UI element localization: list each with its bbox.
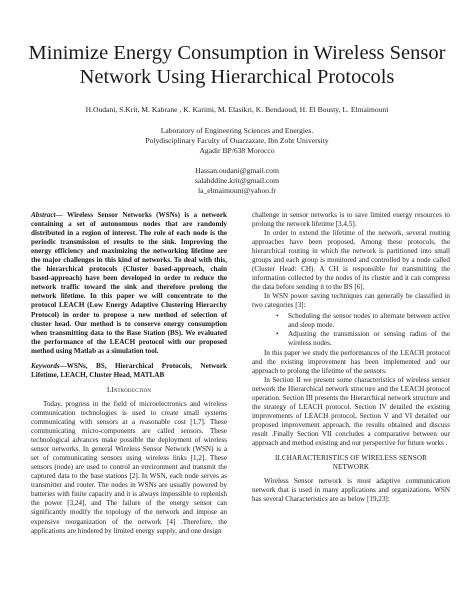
section-heading-introduction: I.Introduction (106, 385, 152, 394)
affiliation-line-3: Agadir BP/638 Morocco (199, 146, 275, 155)
affiliation-line-1: Laboratory of Engineering Sciences and Energies. (160, 126, 314, 135)
bullet-icon: • (276, 311, 279, 320)
title-line-1: Minimize Energy Consumption in Wireless Sensor (28, 42, 446, 64)
keywords-text: WSNs, BS, Hierarchical Protocols, Network Lifetime, LEACH, Cluster Head, MATLAB (31, 361, 227, 379)
abstract-text: Wireless Sensor Networks (WSNs) is a network containing a set of autonomous nodes that are randomly distributed in a region of interest. The role of each node is the periodic transmission of results to the sink. Improving the energy efficiency and maximizing the networking lifetime are the major challenges in this kind of networks. To deal with this, the hierarchical protocols (Cluster based-approach, chain based-approach) have been developed in order to reduce the network traffic toward the sink and therefore prolong the network lifetime. In this paper we will concentrate to the protocol LEACH (Low Energy Adaptive Clustering Hierarchy Protocol) in order to propose a new method of selection of cluster head. Our method is to conserve energy consumption when transmitting data to the Base Station (BS). We evaluated the performance of the LEACH protocol with our proposed method using Matlab as a simulation tool. (31, 211, 227, 355)
author-list: H.Oudani, S.Krit, M. Kabrane , K. Karimi, M. Elasikri, K. Bendaoud, H. El Bousty, L. Elmaimouni (85, 105, 389, 114)
body-paragraph: In Section II we present some characteristics of wireless sensor network the Hierarchical network structure and the LEACH protocol operation. Section III presents the Hierarchical network structure and the strategy of LEACH protocol. Section IV detailed the existing improvements of LEACH protocol, Section V and VI detailed our proposed improvement approach, the results obtained and discuss result .Finally Section VII concludes a comparative between our approach and method existing and our perspective for future works . (252, 375, 450, 448)
body-paragraph: In WSN power saving techniques can generally be classified in two categories [3]: (252, 292, 450, 310)
right-column (252, 211, 450, 504)
body-paragraph: In order to extend the lifetime of the network, several routing approaches have been proposed. Among these protocols, the hierarchical routing in which the network is partitioned into small groups and each group is monitored and controlled by a node called (Cluster Head: CH). A CH is responsible for transmitting the information collected by the nodes of its cluster and it can compress the data before sending it to the BS [6]. (252, 229, 450, 292)
bullet-icon: • (276, 329, 279, 338)
email-address: la_elmaimouni@yahoo.fr (197, 186, 277, 195)
section-heading-characteristics: II.CHARACTERISTICS OF WIRELESS SENSOR NETWORK (275, 454, 427, 472)
left-column (31, 211, 227, 536)
technique-list (252, 312, 450, 348)
title-line-2: Network Using Hierarchical Protocols (79, 66, 395, 88)
body-paragraph: challenge in sensor networks is to save limited energy resources to prolong the network lifetime [3,4,5]. (252, 211, 450, 229)
list-item: • Scheduling the sensor nodes to alternate between active and sleep mode. (276, 311, 450, 329)
email-list (20, 166, 454, 196)
abstract-label: Abstract— (31, 211, 63, 219)
abstract (31, 211, 227, 356)
list-item: • Adjusting the transmission or sensing radius of the wireless nodes. (276, 329, 450, 347)
keywords-label: Keywords— (31, 361, 67, 370)
paper-title (20, 41, 454, 89)
email-address: Hassan.oudani@gmail.com (195, 166, 279, 175)
affiliation-line-2: Polydisciplinary Faculty of Ouarzazate, Ibn Zohr University (145, 136, 329, 145)
affiliation (20, 126, 454, 156)
body-paragraph: Wireless Sensor network is most adaptive communication network that is used in many applications and organizations. WSN has several Characteristics are as below [19,23]: (252, 477, 450, 504)
keywords (31, 362, 227, 380)
email-address: salahddine.krit@gmail.com (194, 176, 280, 185)
body-paragraph: In this paper we study the performances of the LEACH protocol and the existing improvement has been implemented and our approach to prolong the lifetime of the sensors. (252, 348, 450, 375)
intro-paragraph: Today, progress in the field of microelectronics and wireless communication technologies is used to create small systems communicating with sensors at a reasonable cost [1,7]. These communicating micro-components are called sensors. These technological advances make possible the deployment of wireless sensor networks. In general Wireless Sensor Network (WSN) is a set of communicating sensors using wireless links [1,2]. These sensors (node) are used to control an environment and transmit the captured data to the base stations [2]. In WSN, each node serves as transmitter and router. The nodes in WSNs are usually powered by batteries with finite capacity and it is always impossible to replenish the power [3,24], and The failure of the energy sensor can significantly modify the topology of the network and impose an expensive reorganization of the network [4] .Therefore, the applications are hindered by limited energy supply, and one design (31, 399, 227, 535)
